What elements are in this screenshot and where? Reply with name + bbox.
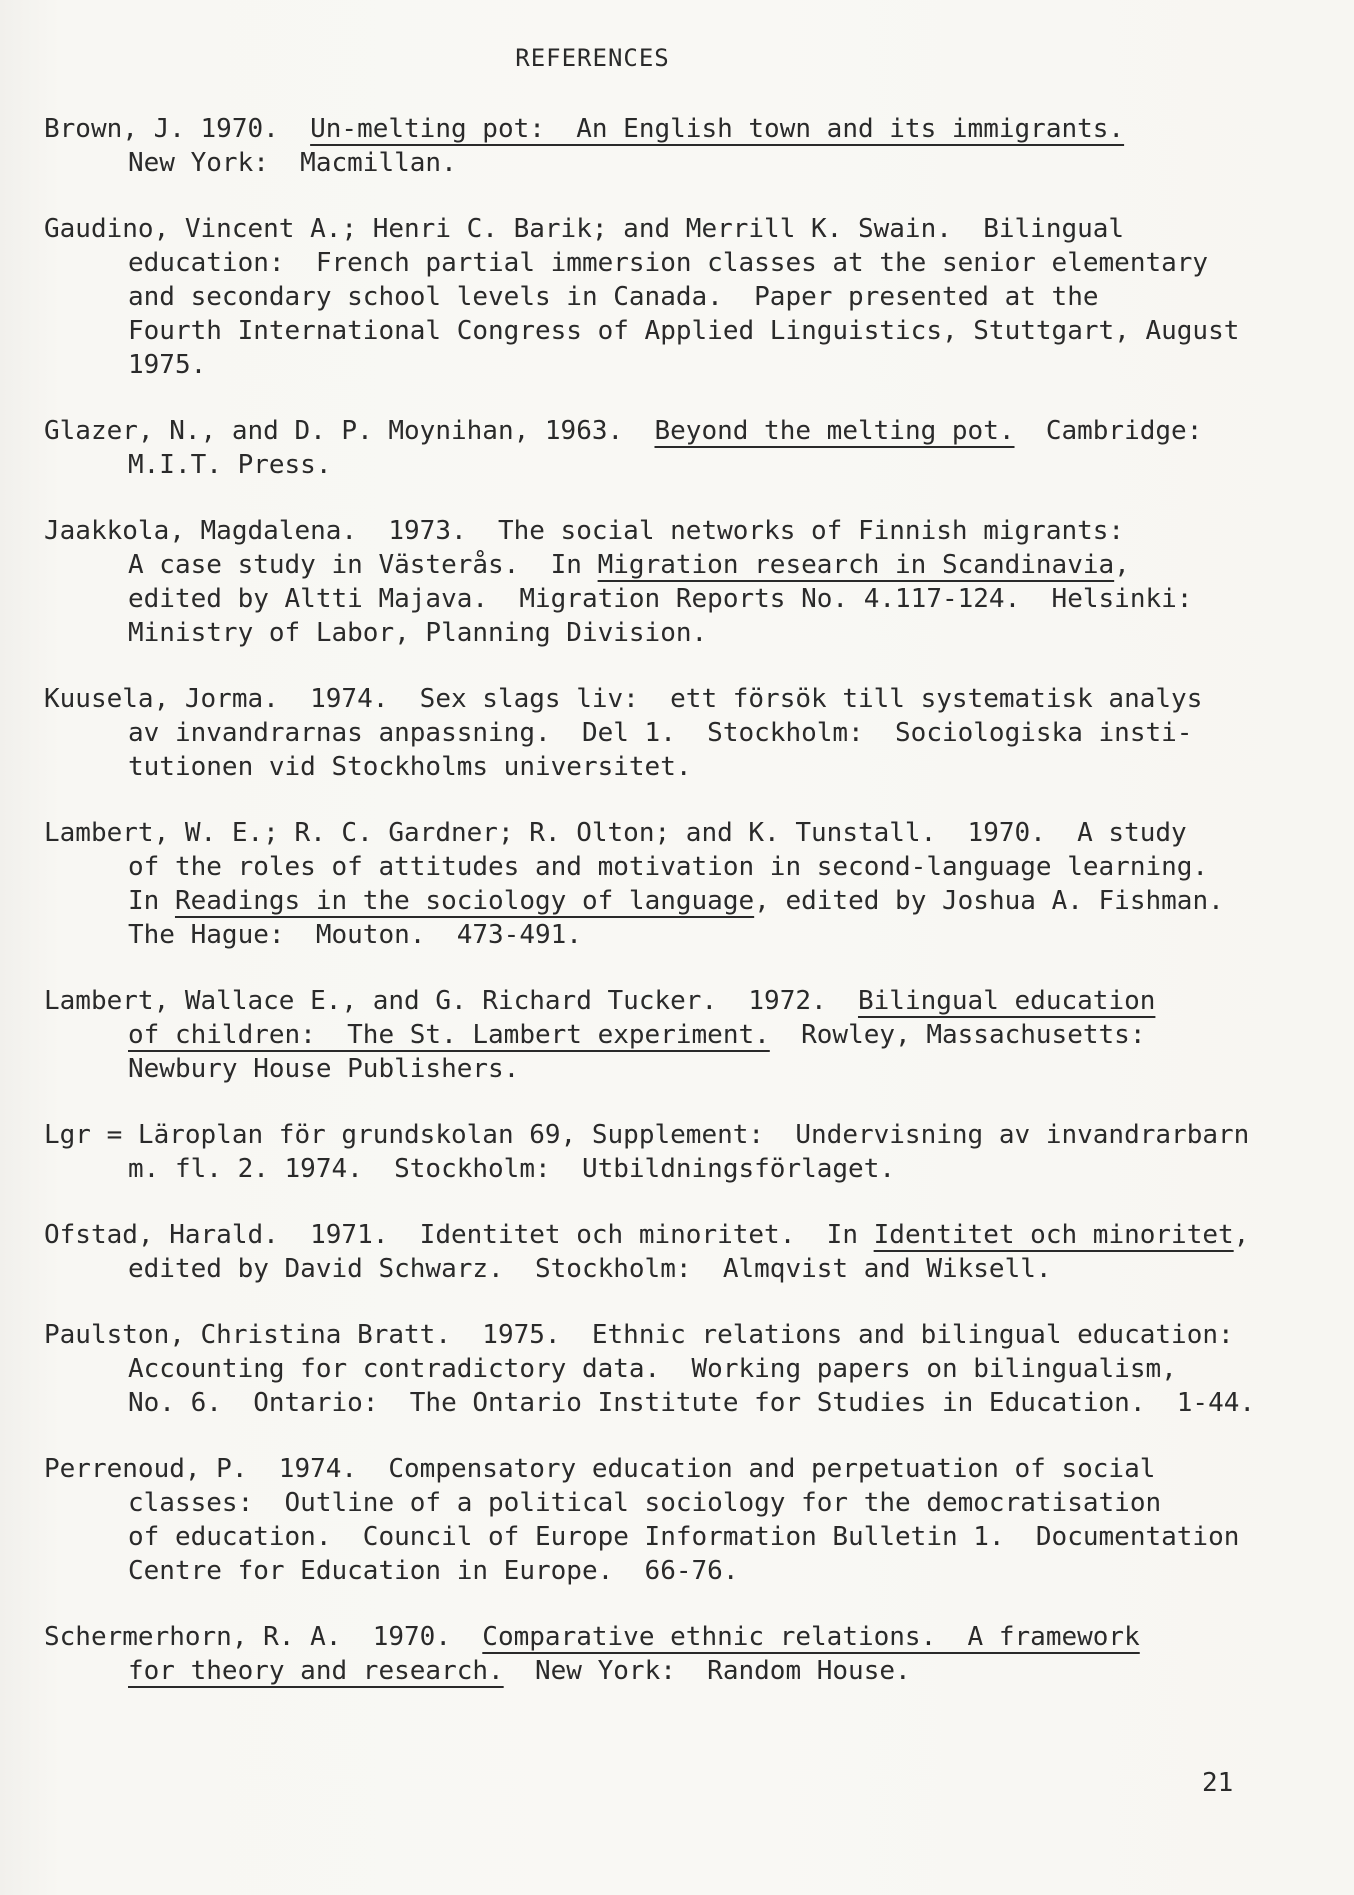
reference-line: [44, 616, 1344, 650]
reference-line: [44, 1554, 1344, 1588]
reference-text: edited by David Schwarz. Stockholm: Almqvist and Wiksell.: [128, 1254, 1052, 1284]
reference-title-text: Identitet och minoritet: [873, 1220, 1234, 1250]
reference-title-text: for theory and research.: [128, 1656, 504, 1686]
reference-line: [44, 682, 1344, 716]
reference-text: Accounting for contradictory data. Working papers on bilingualism,: [128, 1354, 1177, 1384]
reference-entry: [44, 212, 1344, 382]
reference-line: [44, 984, 1344, 1018]
reference-line: [44, 1018, 1344, 1052]
reference-line: [44, 1452, 1344, 1486]
reference-text: New York: Random House.: [503, 1656, 911, 1686]
reference-entry: [44, 1218, 1344, 1286]
reference-title-text: Readings in the sociology of language: [174, 886, 755, 916]
reference-text: Jaakkola, Magdalena. 1973. The social networks of Finnish migrants:: [44, 516, 1125, 546]
reference-text: Brown, J. 1970.: [44, 114, 311, 144]
reference-entry: [44, 1452, 1344, 1588]
reference-text: of education. Council of Europe Information Bulletin 1. Documentation: [128, 1522, 1240, 1552]
reference-text: Ministry of Labor, Planning Division.: [128, 618, 708, 648]
reference-entry: [44, 414, 1344, 482]
reference-text: Lambert, W. E.; R. C. Gardner; R. Olton; and K. Tunstall. 1970. A study: [44, 818, 1187, 848]
reference-text: Gaudino, Vincent A.; Henri C. Barik; and Merrill K. Swain. Bilingual: [44, 214, 1125, 244]
reference-entry: [44, 1318, 1344, 1420]
reference-line: [44, 918, 1344, 952]
page-number: 21: [1202, 1768, 1234, 1798]
reference-text: of the roles of attitudes and motivation in second-language learning.: [128, 852, 1209, 882]
reference-text: ,: [1233, 1220, 1250, 1250]
reference-line: [44, 816, 1344, 850]
reference-title-text: Comparative ethnic relations. A framework: [482, 1622, 1140, 1652]
reference-line: [44, 1218, 1344, 1252]
reference-line: [44, 280, 1344, 314]
reference-text: A case study in Västerås. In: [128, 550, 598, 580]
reference-text: Perrenoud, P. 1974. Compensatory education and perpetuation of social: [44, 1454, 1156, 1484]
reference-line: [44, 750, 1344, 784]
reference-line: [44, 212, 1344, 246]
reference-text: In: [128, 886, 175, 916]
reference-line: [44, 1486, 1344, 1520]
reference-text: edited by Altti Majava. Migration Reports No. 4.117-124. Helsinki:: [128, 584, 1193, 614]
page-title: REFERENCES: [515, 44, 670, 72]
reference-line: [44, 448, 1344, 482]
reference-entry: [44, 984, 1344, 1086]
reference-entry: [44, 1118, 1344, 1186]
reference-text: ,: [1114, 550, 1130, 580]
reference-text: Glazer, N., and D. P. Moynihan, 1963.: [44, 416, 655, 446]
reference-line: [44, 548, 1344, 582]
reference-line: [44, 1620, 1344, 1654]
reference-text: Centre for Education in Europe. 66-76.: [128, 1556, 739, 1586]
reference-line: [44, 112, 1344, 146]
reference-text: Ofstad, Harald. 1971. Identitet och minoritet. In: [44, 1220, 874, 1250]
reference-line: [44, 850, 1344, 884]
reference-line: [44, 582, 1344, 616]
reference-text: classes: Outline of a political sociology for the democratisation: [128, 1488, 1162, 1518]
reference-line: [44, 314, 1344, 348]
reference-text: m. fl. 2. 1974. Stockholm: Utbildningsförlaget.: [128, 1154, 896, 1184]
reference-text: Lambert, Wallace E., and G. Richard Tucker. 1972.: [44, 986, 858, 1016]
reference-entry: [44, 112, 1344, 180]
reference-text: The Hague: Mouton. 473-491.: [128, 920, 582, 950]
reference-line: [44, 414, 1344, 448]
reference-text: 1975.: [128, 350, 207, 380]
reference-title-text: Beyond the melting pot.: [654, 416, 1015, 446]
reference-line: [44, 146, 1344, 180]
reference-text: New York: Macmillan.: [128, 148, 457, 178]
reference-line: [44, 716, 1344, 750]
reference-title-text: Bilingual education: [857, 986, 1156, 1016]
reference-line: [44, 1386, 1344, 1420]
reference-title-text: of children: The St. Lambert experiment.: [128, 1020, 770, 1050]
reference-text: and secondary school levels in Canada. Paper presented at the: [128, 282, 1099, 312]
reference-text: Fourth International Congress of Applied Linguistics, Stuttgart, August: [128, 316, 1240, 346]
reference-text: Cambridge:: [1014, 416, 1203, 446]
reference-line: [44, 246, 1344, 280]
reference-line: [44, 1352, 1344, 1386]
reference-entry: [44, 514, 1344, 650]
reference-text: education: French partial immersion classes at the senior elementary: [128, 248, 1209, 278]
reference-line: [44, 1152, 1344, 1186]
reference-line: [44, 1252, 1344, 1286]
reference-line: [44, 514, 1344, 548]
reference-line: [44, 884, 1344, 918]
reference-text: , edited by Joshua A. Fishman.: [754, 886, 1224, 916]
reference-line: [44, 348, 1344, 382]
reference-line: [44, 1318, 1344, 1352]
reference-text: Paulston, Christina Bratt. 1975. Ethnic relations and bilingual education:: [44, 1320, 1234, 1350]
reference-entry: [44, 816, 1344, 952]
reference-text: Newbury House Publishers.: [128, 1054, 520, 1084]
reference-title-text: Un-melting pot: An English town and its immigrants.: [310, 114, 1125, 144]
reference-line: [44, 1118, 1344, 1152]
reference-text: Kuusela, Jorma. 1974. Sex slags liv: ett försök till systematisk analys: [44, 684, 1203, 714]
reference-line: [44, 1052, 1344, 1086]
reference-text: No. 6. Ontario: The Ontario Institute for Studies in Education. 1-44.: [128, 1388, 1256, 1418]
reference-text: Schermerhorn, R. A. 1970.: [44, 1622, 483, 1652]
reference-line: [44, 1520, 1344, 1554]
reference-entry: [44, 1620, 1344, 1688]
reference-text: av invandrarnas anpassning. Del 1. Stockholm: Sociologiska insti-: [128, 718, 1193, 748]
reference-line: [44, 1654, 1344, 1688]
reference-text: tutionen vid Stockholms universitet.: [128, 752, 692, 782]
reference-text: M.I.T. Press.: [128, 450, 332, 480]
reference-text: Rowley, Massachusetts:: [769, 1020, 1146, 1050]
reference-text: Lgr = Läroplan för grundskolan 69, Supplement: Undervisning av invandrarbarn: [44, 1120, 1250, 1150]
reference-title-text: Migration research in Scandinavia: [597, 550, 1115, 580]
reference-entry: [44, 682, 1344, 784]
